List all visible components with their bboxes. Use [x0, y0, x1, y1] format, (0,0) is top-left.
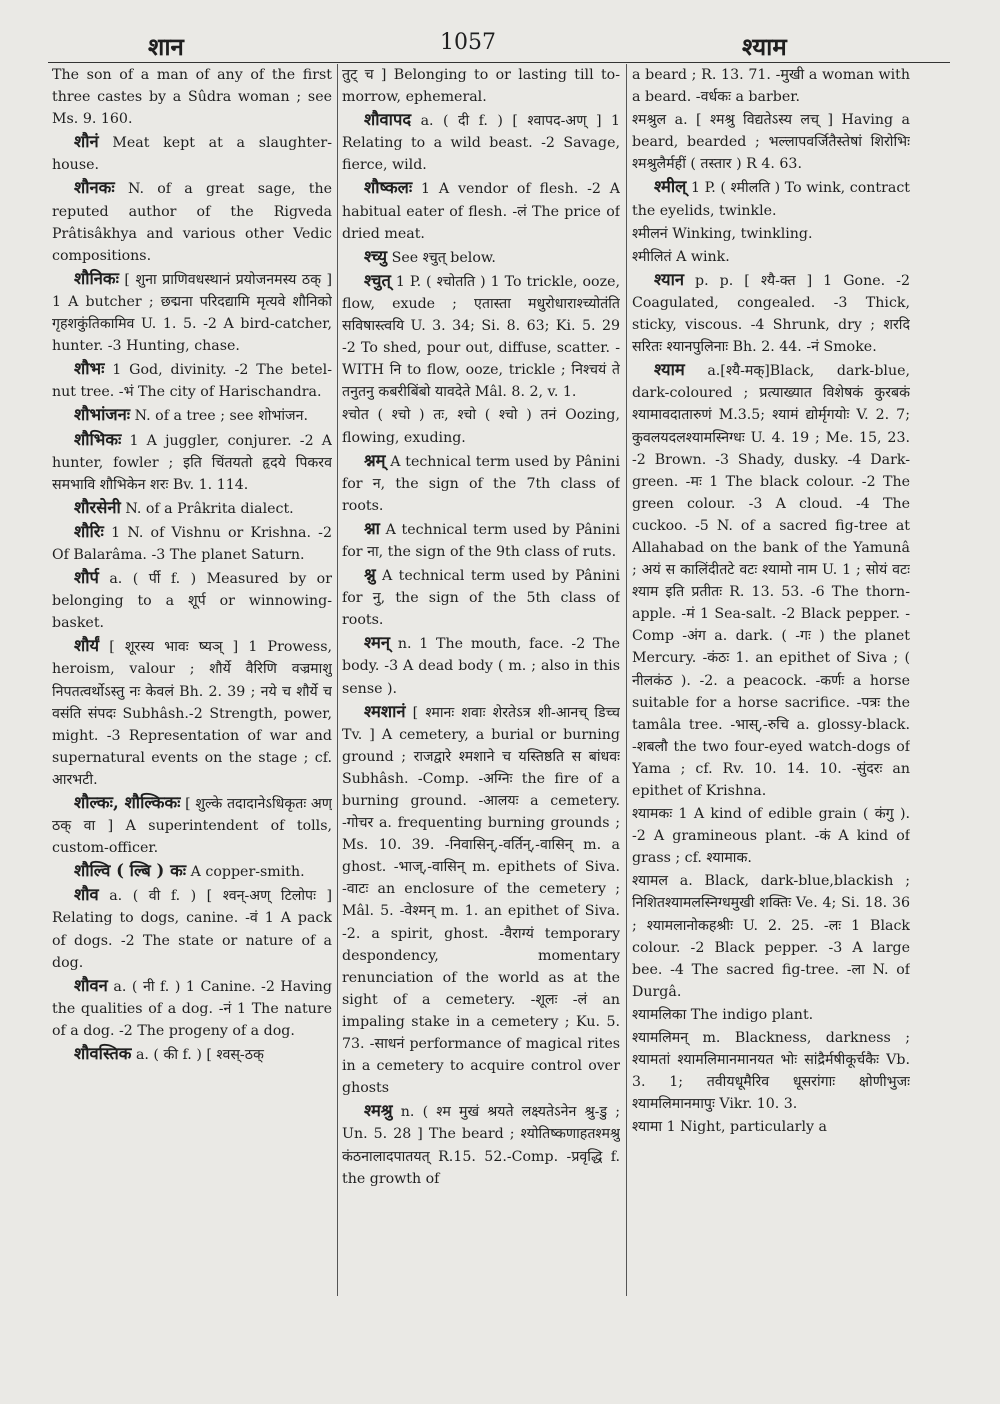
entry-definition: श्यामकः 1 A kind of edible grain ( कंगु ). -2 A gramineous plant. -कं A kind of grass ; cf. श्यामाक.: [632, 806, 910, 867]
dictionary-entry: [632, 246, 910, 268]
running-head: [0, 26, 1000, 66]
dictionary-entry: [632, 223, 910, 245]
entry-headword: श्मन्: [364, 633, 391, 653]
header-left-word: शान: [148, 32, 184, 61]
entry-headword: शौव: [74, 885, 99, 905]
entry-headword: शौभांजनः: [74, 405, 131, 425]
entry-definition: a beard ; R. 13. 71. -मुखी a woman with a beard. -वर्धकः a barber.: [632, 67, 910, 106]
dictionary-entry: [52, 358, 332, 403]
column-1: [52, 64, 332, 1296]
dictionary-entry: [342, 64, 620, 108]
entry-definition: a. ( वी f. ) [ श्वन्-अण् टिलोपः ] Relating to dogs, canine. -वं 1 A pack of dogs. -2 The state or nature of a dog.: [52, 888, 332, 971]
entry-definition: श्मीलनं Winking, twinkling.: [632, 225, 813, 242]
dictionary-entry: [52, 177, 332, 266]
dictionary-entry: [342, 632, 620, 699]
entry-headword: शौभिकः: [74, 429, 122, 449]
dictionary-entry: [342, 518, 620, 563]
entry-headword: श्मश्रु: [364, 1101, 393, 1121]
entry-definition: a.[श्यै-मक्]Black, dark-blue, dark-coloured ; प्रत्याख्यात विशेषकं कुरबकं श्यामावदातारुणं M.3.5; श्यामं द्योर्मृगयोः V. 2. 7; कुवलयदलश्यामस्निग्धः U. 4. 19 ; Me. 15, 23. -2 Brown. -3 Shady, dusky. -4 Dark-green. -मः 1 The black colour. -2 The green colour. -3 A cloud. -4 The cuckoo. -5 N. of a sacred fig-tree at Allahabad on the bank of the Yamunâ ; अयं स कालिंदीतटे वटः श्यामो नाम U. 1 ; सोयं वटः श्याम इति प्रतीतः R. 13. 53. -6 The thorn-apple. -मं 1 Sea-salt. -2 Black pepper. -Comp -अंग a. dark. ( -गः ) the planet Mercury. -कंठः 1. an epithet of Siva ; ( नीलकंठ ). -2. a peacock. -कर्णः a horse suitable for a horse sacrifice. -पत्रः the tamâla tree. -भास्,-रुचि a. glossy-black. -शबलौ the two four-eyed watch-dogs of Yama ; cf. Rv. 10. 14. 10. -सुंदरः an epithet of Krishna.: [632, 363, 910, 799]
dictionary-entry: [52, 429, 332, 496]
entry-definition: 1 A vendor of flesh. -2 A habitual eater of flesh. -लं The price of dried meat.: [342, 181, 620, 242]
entry-headword: श्मशानं: [364, 701, 406, 721]
dictionary-entry: [52, 975, 332, 1042]
entry-definition: 1 N. of Vishnu or Krishna. -2 Of Balarâma. -3 The planet Saturn.: [52, 524, 332, 563]
dictionary-entry: [342, 701, 620, 1100]
entry-definition: a. ( की f. ) [ श्वस्-ठक्: [135, 1047, 264, 1064]
entry-definition: n. 1 The mouth, face. -2 The body. -3 A dead body ( m. ; also in this sense ).: [342, 636, 620, 697]
entry-headword: शौभः: [74, 359, 105, 379]
entry-headword: श्नम्: [364, 450, 386, 470]
entry-headword: श्चुत्: [364, 270, 391, 290]
dictionary-entry: [52, 64, 332, 130]
dictionary-entry: [52, 792, 332, 859]
entry-headword: शौरसेनी: [74, 497, 121, 517]
dictionary-entry: [52, 884, 332, 973]
entry-definition: n. ( श्म मुखं श्रयते लक्ष्यतेऽनेन श्रु-डु ; Un. 5. 28 ] The beard ; श्योतिष्कणाहतश्मश्रु कंठनालादपातयत् R.15. 52.-Comp. -प्रवृद्धि f. the growth of: [342, 1104, 620, 1187]
entry-definition: A technical term used by Pânini for नु, the sign of the 5th class of roots.: [342, 568, 620, 629]
column-3: [632, 64, 910, 1296]
entry-headword: शौष्कलः: [364, 178, 413, 198]
dictionary-entry: [632, 176, 910, 221]
entry-definition: 1 P. ( श्मीलति ) To wink, contract the eyelids, twinkle.: [632, 180, 910, 219]
entry-headword: श्याम: [654, 360, 685, 380]
dictionary-entry: [52, 521, 332, 566]
dictionary-entry: [52, 1043, 332, 1066]
column-divider: [337, 64, 338, 1296]
dictionary-entry: [632, 269, 910, 358]
entry-headword: शौनिकः: [74, 268, 119, 288]
dictionary-entry: [52, 131, 332, 176]
dictionary-entry: [632, 64, 910, 108]
entry-headword: शौवन: [74, 975, 108, 995]
entry-headword: शौनकः: [74, 178, 115, 198]
entry-definition: N. of a Prâkrita dialect.: [125, 500, 294, 517]
entry-headword: शौरिः: [74, 521, 104, 541]
dictionary-entry: [632, 109, 910, 175]
dictionary-entry: [52, 404, 332, 427]
dictionary-entry: [52, 268, 332, 357]
entry-definition: श्यामलिका The indigo plant.: [632, 1006, 814, 1023]
entry-definition: 1 P. ( श्चोतति ) 1 To trickle, ooze, flow, exude ; एतास्ता मधुरोधाराश्च्योतंति सविषास्त्वयि U. 3. 34; Si. 8. 63; Ki. 5. 29 -2 To shed, pour out, diffuse, scatter. -WITH नि to flow, ooze, trickle ; निश्चयं ते तनुतनु कबरीबिंबो यावदेते Mâl. 8. 2, v. 1.: [342, 273, 620, 401]
entry-definition: N. of a tree ; see शोभांजन.: [134, 408, 308, 425]
dictionary-entry: [632, 870, 910, 1003]
entry-definition: p. p. [ श्यै-क्त ] 1 Gone. -2 Coagulated, congealed. -3 Thick, sticky, viscous. -4 Shrunk, dry ; शरदि सरितः श्यानपुलिनाः Bh. 2. 44. -नं Smoke.: [632, 272, 910, 356]
entry-definition: श्मीलितं A wink.: [632, 248, 730, 265]
entry-headword: श्नु: [364, 565, 376, 585]
entry-definition: [ शुल्के तदादानेऽधिकृतः अण् ठक् वा ] A superintendent of tolls, custom-officer.: [52, 796, 332, 857]
header-rule: [48, 62, 950, 63]
column-divider: [626, 64, 627, 1296]
entry-definition: [ शुना प्राणिवधस्थानं प्रयोजनमस्य ठक् ] 1 A butcher ; छद्मना परिदद्यामि मृत्यवे शौनिको गृहशकुंतिकामिव U. 1. 5. -2 A bird-catcher, hunter. -3 Hunting, chase.: [52, 271, 332, 355]
dictionary-entry: [52, 860, 332, 883]
entry-definition: 1 God, divinity. -2 The betel-nut tree. -भं The city of Harischandra.: [52, 362, 332, 401]
dictionary-entry: [632, 803, 910, 869]
dictionary-entry: [632, 1004, 910, 1026]
dictionary-entry: [52, 635, 332, 791]
entry-definition: See श्चुत् below.: [391, 249, 496, 266]
entry-definition: 1 A juggler, conjurer. -2 A hunter, fowler ; इति चिंतयतो हृदये पिकरव समभावि शौभिकेन शरः Bv. 1. 114.: [52, 432, 332, 493]
entry-headword: शौनं: [74, 132, 99, 152]
entry-definition: श्यामा 1 Night, particularly a: [632, 1119, 827, 1136]
entry-headword: शौर्प: [74, 568, 99, 588]
entry-definition: [ श्मानः शवाः शेरतेऽत्र शी-आनच् डिच्च Tv. ] A cemetery, a burial or burning ground ; राजद्वारे श्मशाने च यस्तिष्ठति स बांधवः Subhâsh. -Comp. -अग्निः the fire of a burning ground. -आलयः a cemetery. -गोचर a. frequenting burning grounds ; Ms. 10. 39. -निवासिन्,-वर्तिन्,-वासिन् m. a ghost. -भाज्,-वासिन् m. epithets of Siva. -वाटः an enclosure of the cemetery ; Mâl. 5. -वेश्मन् m. 1. an epithet of Siva. -2. a spirit, ghost. -वैराग्यं temporary despondency, momentary renunciation of the world as at the sight of a cemetery. -शूलः -लं an impaling stake in a cemetery ; Ku. 5. 73. -साधनं performance of magical rites in a cemetery to acquire control over ghosts: [342, 704, 620, 1097]
dictionary-entry: [342, 564, 620, 631]
dictionary-entry: [632, 1027, 910, 1115]
column-2: [342, 64, 620, 1296]
dictionary-entry: [342, 1100, 620, 1189]
entry-definition: a. ( र्पी f. ) Measured by or belonging to a शूर्प or winnowing-basket.: [52, 571, 332, 632]
dictionary-entry: [52, 497, 332, 520]
entry-definition: The son of a man of any of the first three castes by a Sûdra woman ; see Ms. 9. 160.: [52, 67, 332, 128]
entry-definition: श्यामलिमन् m. Blackness, darkness ; श्यामतां श्यामलिमानमानयत भोः सांद्रैर्मषीकूर्चकैः Vb. 3. 1; तवीयधूमैरिव धूसरांगाः क्षोणीभुजः श्यामलिमानमापुः Vikr. 10. 3.: [632, 1030, 910, 1113]
entry-definition: A technical term used by Pânini for ना, the sign of the 9th class of ruts.: [342, 521, 620, 560]
entry-headword: श्मील्: [654, 177, 687, 197]
entry-definition: N. of a great sage, the reputed author of the Rigveda Prâtisâkhya and various other Vedic compositions.: [52, 181, 332, 264]
entry-headword: शौल्कः, शौल्किकः: [74, 793, 181, 812]
page-number: 1057: [440, 30, 496, 55]
entry-headword: शौवस्तिक: [74, 1044, 132, 1064]
entry-headword: श्च्यु: [364, 246, 388, 266]
entry-definition: श्यामल a. Black, dark-blue,blackish ; निशितश्यामलस्निग्धमुखी शक्तिः Ve. 4; Si. 18. 36 ; श्यामलानोकहश्रीः U. 2. 25. -लः 1 Black colour. -2 Black pepper. -3 A large bee. -4 The sacred fig-tree. -ला N. of Durgâ.: [632, 873, 910, 1000]
dictionary-entry: [342, 270, 620, 404]
entry-definition: [ शूरस्य भावः ष्यञ् ] 1 Prowess, heroism, valour ; शौर्ये वैरिणि वज्रमाशु निपतत्वर्थोऽस्तु नः केवलं Bh. 2. 39 ; नये च शौर्ये च वसंति संपदः Subhâsh.-2 Strength, power, might. -3 Representation of war and supernatural events on the stage ; cf. आरभटी.: [52, 639, 332, 788]
entry-definition: A copper-smith.: [190, 864, 305, 881]
entry-definition: a. ( दी f. ) [ श्वापद-अण् ] 1 Relating to a wild beast. -2 Savage, fierce, wild.: [342, 113, 620, 174]
entry-headword: शौवापद: [364, 110, 412, 130]
entry-headword: शौर्यं: [74, 636, 100, 656]
dictionary-entry: [342, 109, 620, 176]
entry-definition: A technical term used by Pânini for न, the sign of the 7th class of roots.: [342, 453, 620, 514]
entry-definition: Meat kept at a slaughter-house.: [52, 135, 332, 174]
entry-headword: श्यान: [654, 269, 685, 289]
entry-definition: श्चोत ( श्चो ) तः, श्चो ( श्चो ) तनं Oozing, flowing, exuding.: [342, 407, 620, 446]
dictionary-entry: [342, 177, 620, 244]
dictionary-entry: [342, 246, 620, 269]
entry-definition: तुट् च ] Belonging to or lasting till to-morrow, ephemeral.: [342, 67, 620, 106]
entry-headword: श्ना: [364, 518, 380, 538]
entry-headword: शौल्वि ( ल्बि ) कः: [74, 861, 187, 881]
entry-definition: श्मश्रुल a. [ श्मश्रु विद्यतेऽस्य लच् ] Having a beard, bearded ; भल्लापवर्जितैस्तेषां शिरोभिः श्मश्रुलैर्महीं ( तस्तार ) R 4. 63.: [632, 112, 910, 173]
dictionary-entry: [342, 450, 620, 517]
dictionary-entry: [342, 404, 620, 448]
header-right-word: श्याम: [742, 32, 787, 61]
dictionary-entry: [632, 1116, 910, 1138]
dictionary-entry: [632, 359, 910, 802]
entry-definition: a. ( नी f. ) 1 Canine. -2 Having the qualities of a dog. -नं 1 The nature of a dog. -2 The progeny of a dog.: [52, 978, 332, 1039]
dictionary-entry: [52, 567, 332, 634]
